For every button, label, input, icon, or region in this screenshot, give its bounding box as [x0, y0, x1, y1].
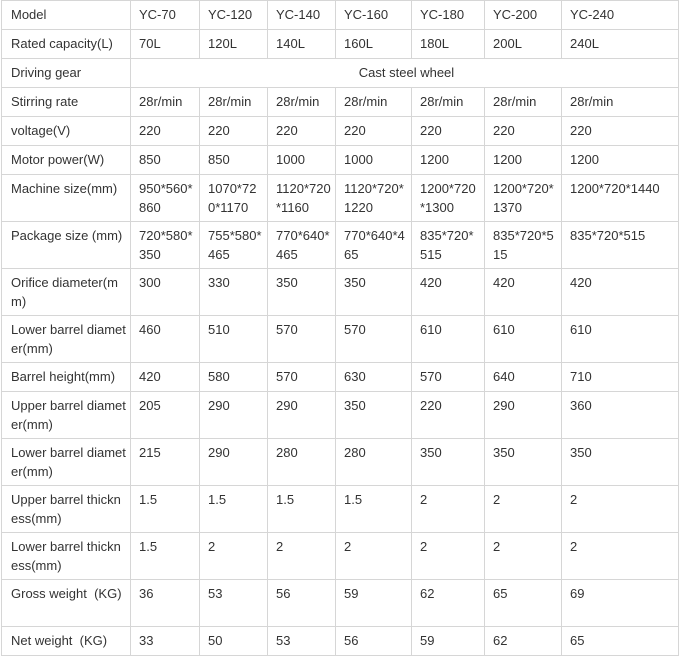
table-cell: 53	[200, 580, 268, 627]
table-cell: 220	[131, 117, 200, 146]
table-cell: 28r/min	[412, 88, 485, 117]
table-cell: 610	[562, 316, 679, 363]
table-cell: 1200*720*1300	[412, 175, 485, 222]
table-cell: 1200	[562, 146, 679, 175]
table-cell: 460	[131, 316, 200, 363]
table-cell: 28r/min	[268, 88, 336, 117]
table-cell: 350	[268, 269, 336, 316]
table-cell: 950*560*860	[131, 175, 200, 222]
table-cell: 350	[336, 269, 412, 316]
row-label: Stirring rate	[2, 88, 131, 117]
row-label: Upper barrel thickness(mm)	[2, 486, 131, 533]
table-cell: 1070*720*1170	[200, 175, 268, 222]
table-cell: 835*720*515	[562, 222, 679, 269]
table-row	[2, 59, 679, 88]
table-cell: 1.5	[336, 486, 412, 533]
table-cell: 1000	[268, 146, 336, 175]
header-label-cell: Model	[2, 1, 131, 30]
table-cell: 420	[131, 363, 200, 392]
row-label: Motor power(W)	[2, 146, 131, 175]
table-cell: 360	[562, 392, 679, 439]
table-cell: 330	[200, 269, 268, 316]
table-cell: 220	[562, 117, 679, 146]
table-cell: 850	[200, 146, 268, 175]
table-cell: 610	[485, 316, 562, 363]
model-header-cell: YC-140	[268, 1, 336, 30]
table-cell: 420	[485, 269, 562, 316]
table-cell: 350	[485, 439, 562, 486]
table-cell: 28r/min	[336, 88, 412, 117]
table-cell: 220	[412, 117, 485, 146]
table-cell: 2	[412, 533, 485, 580]
table-row	[2, 88, 679, 117]
table-cell: 720*580*350	[131, 222, 200, 269]
row-label: Lower barrel diameter(mm)	[2, 439, 131, 486]
table-cell: 28r/min	[562, 88, 679, 117]
table-cell: 755*580*465	[200, 222, 268, 269]
table-cell: 570	[336, 316, 412, 363]
table-cell: 1200*720*1440	[562, 175, 679, 222]
table-cell: 640	[485, 363, 562, 392]
table-row	[2, 316, 679, 363]
table-cell: 69	[562, 580, 679, 627]
table-cell: 350	[336, 392, 412, 439]
row-label: Driving gear	[2, 59, 131, 88]
table-cell: 1120*720*1220	[336, 175, 412, 222]
table-cell: 1.5	[131, 486, 200, 533]
table-cell: 36	[131, 580, 200, 627]
table-row	[2, 30, 679, 59]
table-row	[2, 439, 679, 486]
table-cell: 835*720*515	[412, 222, 485, 269]
model-header-cell: YC-200	[485, 1, 562, 30]
table-cell: 59	[412, 627, 485, 656]
table-cell: 570	[268, 363, 336, 392]
table-cell: 215	[131, 439, 200, 486]
table-cell: 350	[412, 439, 485, 486]
table-cell: 630	[336, 363, 412, 392]
row-label: Rated capacity(L)	[2, 30, 131, 59]
table-cell: 835*720*515	[485, 222, 562, 269]
table-cell: 220	[336, 117, 412, 146]
table-cell: 290	[268, 392, 336, 439]
table-cell: 205	[131, 392, 200, 439]
table-cell: 570	[268, 316, 336, 363]
table-cell: 2	[562, 533, 679, 580]
table-cell: 220	[268, 117, 336, 146]
table-cell: 2	[336, 533, 412, 580]
table-row	[2, 175, 679, 222]
table-row	[2, 117, 679, 146]
table-cell: 2	[412, 486, 485, 533]
table-cell: 240L	[562, 30, 679, 59]
table-cell: 770*640*465	[336, 222, 412, 269]
table-cell: 280	[336, 439, 412, 486]
table-cell: 70L	[131, 30, 200, 59]
row-label: Lower barrel thickness(mm)	[2, 533, 131, 580]
table-row	[2, 363, 679, 392]
table-cell: 220	[200, 117, 268, 146]
table-cell: 140L	[268, 30, 336, 59]
table-cell: 420	[562, 269, 679, 316]
table-cell: 220	[485, 117, 562, 146]
table-cell: 180L	[412, 30, 485, 59]
table-row	[2, 392, 679, 439]
model-header-cell: YC-70	[131, 1, 200, 30]
table-cell: 59	[336, 580, 412, 627]
table-cell: 420	[412, 269, 485, 316]
table-cell: 850	[131, 146, 200, 175]
table-cell: 1200*720*1370	[485, 175, 562, 222]
table-cell: 200L	[485, 30, 562, 59]
table-cell: 62	[485, 627, 562, 656]
merged-cell: Cast steel wheel	[131, 59, 679, 88]
table-cell: 570	[412, 363, 485, 392]
model-header-cell: YC-120	[200, 1, 268, 30]
row-label: Upper barrel diameter(mm)	[2, 392, 131, 439]
row-label: Lower barrel diameter(mm)	[2, 316, 131, 363]
table-cell: 1.5	[131, 533, 200, 580]
table-row	[2, 486, 679, 533]
row-label: Package size (mm)	[2, 222, 131, 269]
table-cell: 62	[412, 580, 485, 627]
table-cell: 710	[562, 363, 679, 392]
row-label: Barrel height(mm)	[2, 363, 131, 392]
table-cell: 290	[485, 392, 562, 439]
row-label: Machine size(mm)	[2, 175, 131, 222]
table-cell: 610	[412, 316, 485, 363]
table-cell: 300	[131, 269, 200, 316]
table-cell: 2	[485, 533, 562, 580]
table-cell: 160L	[336, 30, 412, 59]
table-cell: 2	[200, 533, 268, 580]
table-header-row	[2, 1, 679, 30]
table-cell: 220	[412, 392, 485, 439]
model-header-cell: YC-180	[412, 1, 485, 30]
table-cell: 280	[268, 439, 336, 486]
table-row	[2, 627, 679, 656]
table-row	[2, 533, 679, 580]
table-cell: 120L	[200, 30, 268, 59]
table-cell: 510	[200, 316, 268, 363]
table-cell: 53	[268, 627, 336, 656]
table-cell: 1.5	[268, 486, 336, 533]
table-cell: 770*640*465	[268, 222, 336, 269]
table-cell: 28r/min	[131, 88, 200, 117]
table-cell: 1000	[336, 146, 412, 175]
spec-table	[1, 0, 679, 656]
table-cell: 33	[131, 627, 200, 656]
table-row	[2, 146, 679, 175]
table-cell: 2	[268, 533, 336, 580]
table-cell: 28r/min	[200, 88, 268, 117]
model-header-cell: YC-240	[562, 1, 679, 30]
table-cell: 580	[200, 363, 268, 392]
table-cell: 28r/min	[485, 88, 562, 117]
table-cell: 290	[200, 439, 268, 486]
table-cell: 1200	[412, 146, 485, 175]
table-cell: 290	[200, 392, 268, 439]
table-row	[2, 269, 679, 316]
model-header-cell: YC-160	[336, 1, 412, 30]
table-cell: 65	[485, 580, 562, 627]
row-label: Net weight (KG)	[2, 627, 131, 656]
table-row	[2, 222, 679, 269]
row-label: Gross weight (KG)	[2, 580, 131, 627]
table-cell: 56	[336, 627, 412, 656]
table-cell: 65	[562, 627, 679, 656]
table-cell: 50	[200, 627, 268, 656]
table-cell: 2	[562, 486, 679, 533]
table-cell: 350	[562, 439, 679, 486]
table-cell: 1.5	[200, 486, 268, 533]
row-label: Orifice diameter(mm)	[2, 269, 131, 316]
table-row	[2, 580, 679, 627]
table-cell: 2	[485, 486, 562, 533]
table-cell: 1120*720*1160	[268, 175, 336, 222]
table-cell: 1200	[485, 146, 562, 175]
row-label: voltage(V)	[2, 117, 131, 146]
table-cell: 56	[268, 580, 336, 627]
